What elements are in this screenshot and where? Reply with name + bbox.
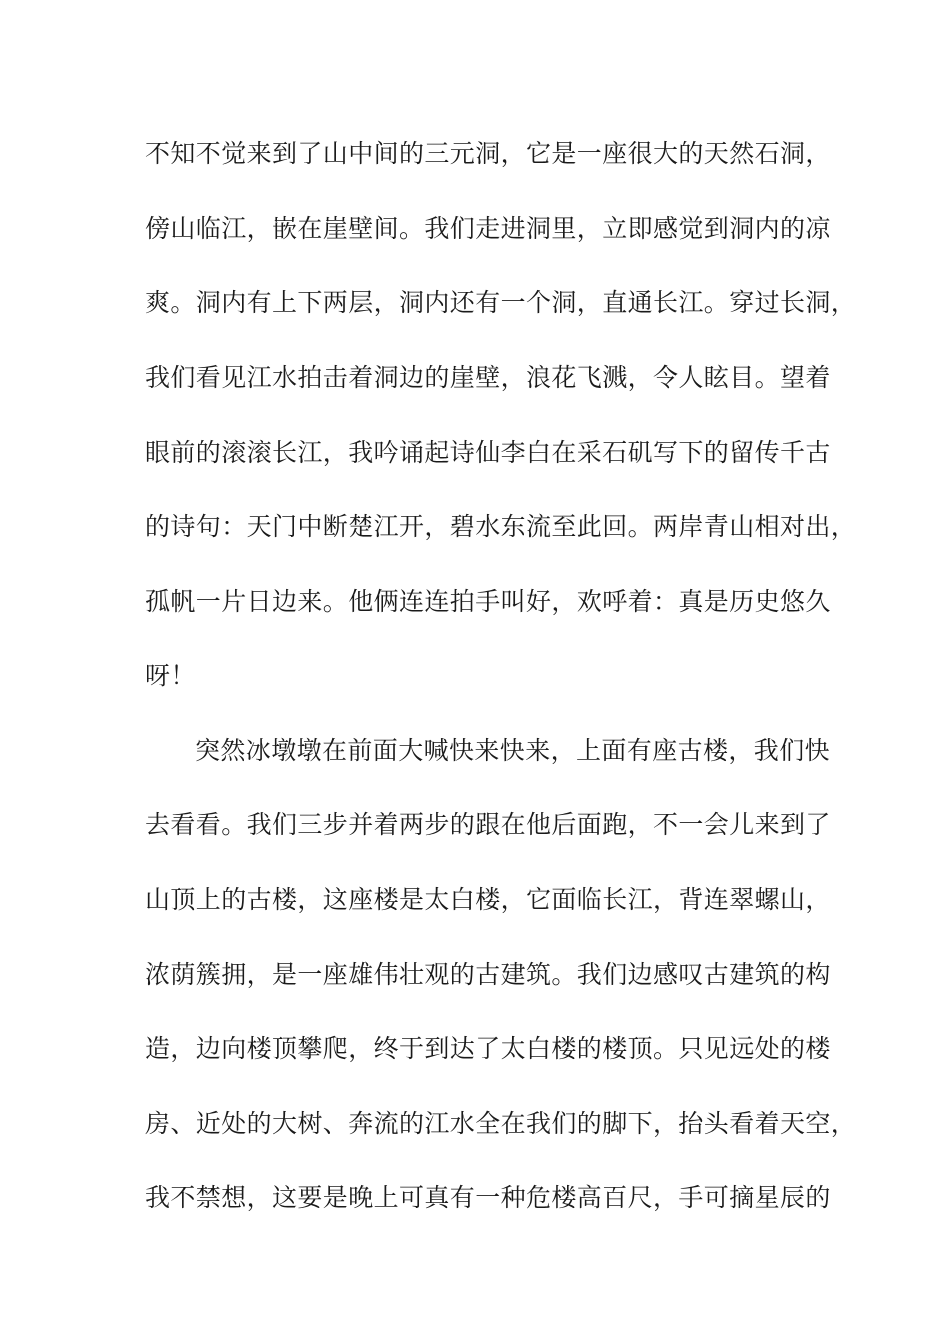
paragraph-1-line-1: 不知不觉来到了山中间的三元洞，它是一座很大的天然石洞， [145,139,831,168]
paragraph-2-line-6: 房、近处的大树、奔流的江水全在我们的脚下，抬头看着天空， [145,1109,857,1138]
paragraph-2-line-5: 造，边向楼顶攀爬，终于到达了太白楼的楼顶。只见远处的楼 [145,1034,831,1063]
paragraph-2-line-2: 去看看。我们三步并着两步的跟在他后面跑，不一会儿来到了 [145,810,831,839]
paragraph-1-line-3: 爽。洞内有上下两层，洞内还有一个洞，直通长江。穿过长洞， [145,288,857,317]
paragraph-1-line-5: 眼前的滚滚长江，我吟诵起诗仙李白在采石矶写下的留传千古 [145,438,831,467]
paragraph-2-line-3: 山顶上的古楼，这座楼是太白楼，它面临长江，背连翠螺山， [145,885,831,914]
paragraph-1-line-7: 孤帆一片日边来。他俩连连拍手叫好，欢呼着：真是历史悠久 [145,587,831,616]
paragraph-2-line-4: 浓荫簇拥，是一座雄伟壮观的古建筑。我们边感叹古建筑的构 [145,960,831,989]
paragraph-1-line-6: 的诗句：天门中断楚江开，碧水东流至此回。两岸青山相对出， [145,512,857,541]
paragraph-1-line-8: 呀！ [145,661,196,690]
paragraph-1-line-2: 傍山临江，嵌在崖壁间。我们走进洞里，立即感觉到洞内的凉 [145,214,831,243]
paragraph-1-line-4: 我们看见江水拍击着洞边的崖壁，浪花飞溅，令人眩目。望着 [145,363,831,392]
paragraph-2-line-7: 我不禁想，这要是晚上可真有一种危楼高百尺，手可摘星辰的 [145,1183,831,1212]
paragraph-2-line-1: 突然冰墩墩在前面大喊快来快来，上面有座古楼，我们快 [195,736,831,765]
